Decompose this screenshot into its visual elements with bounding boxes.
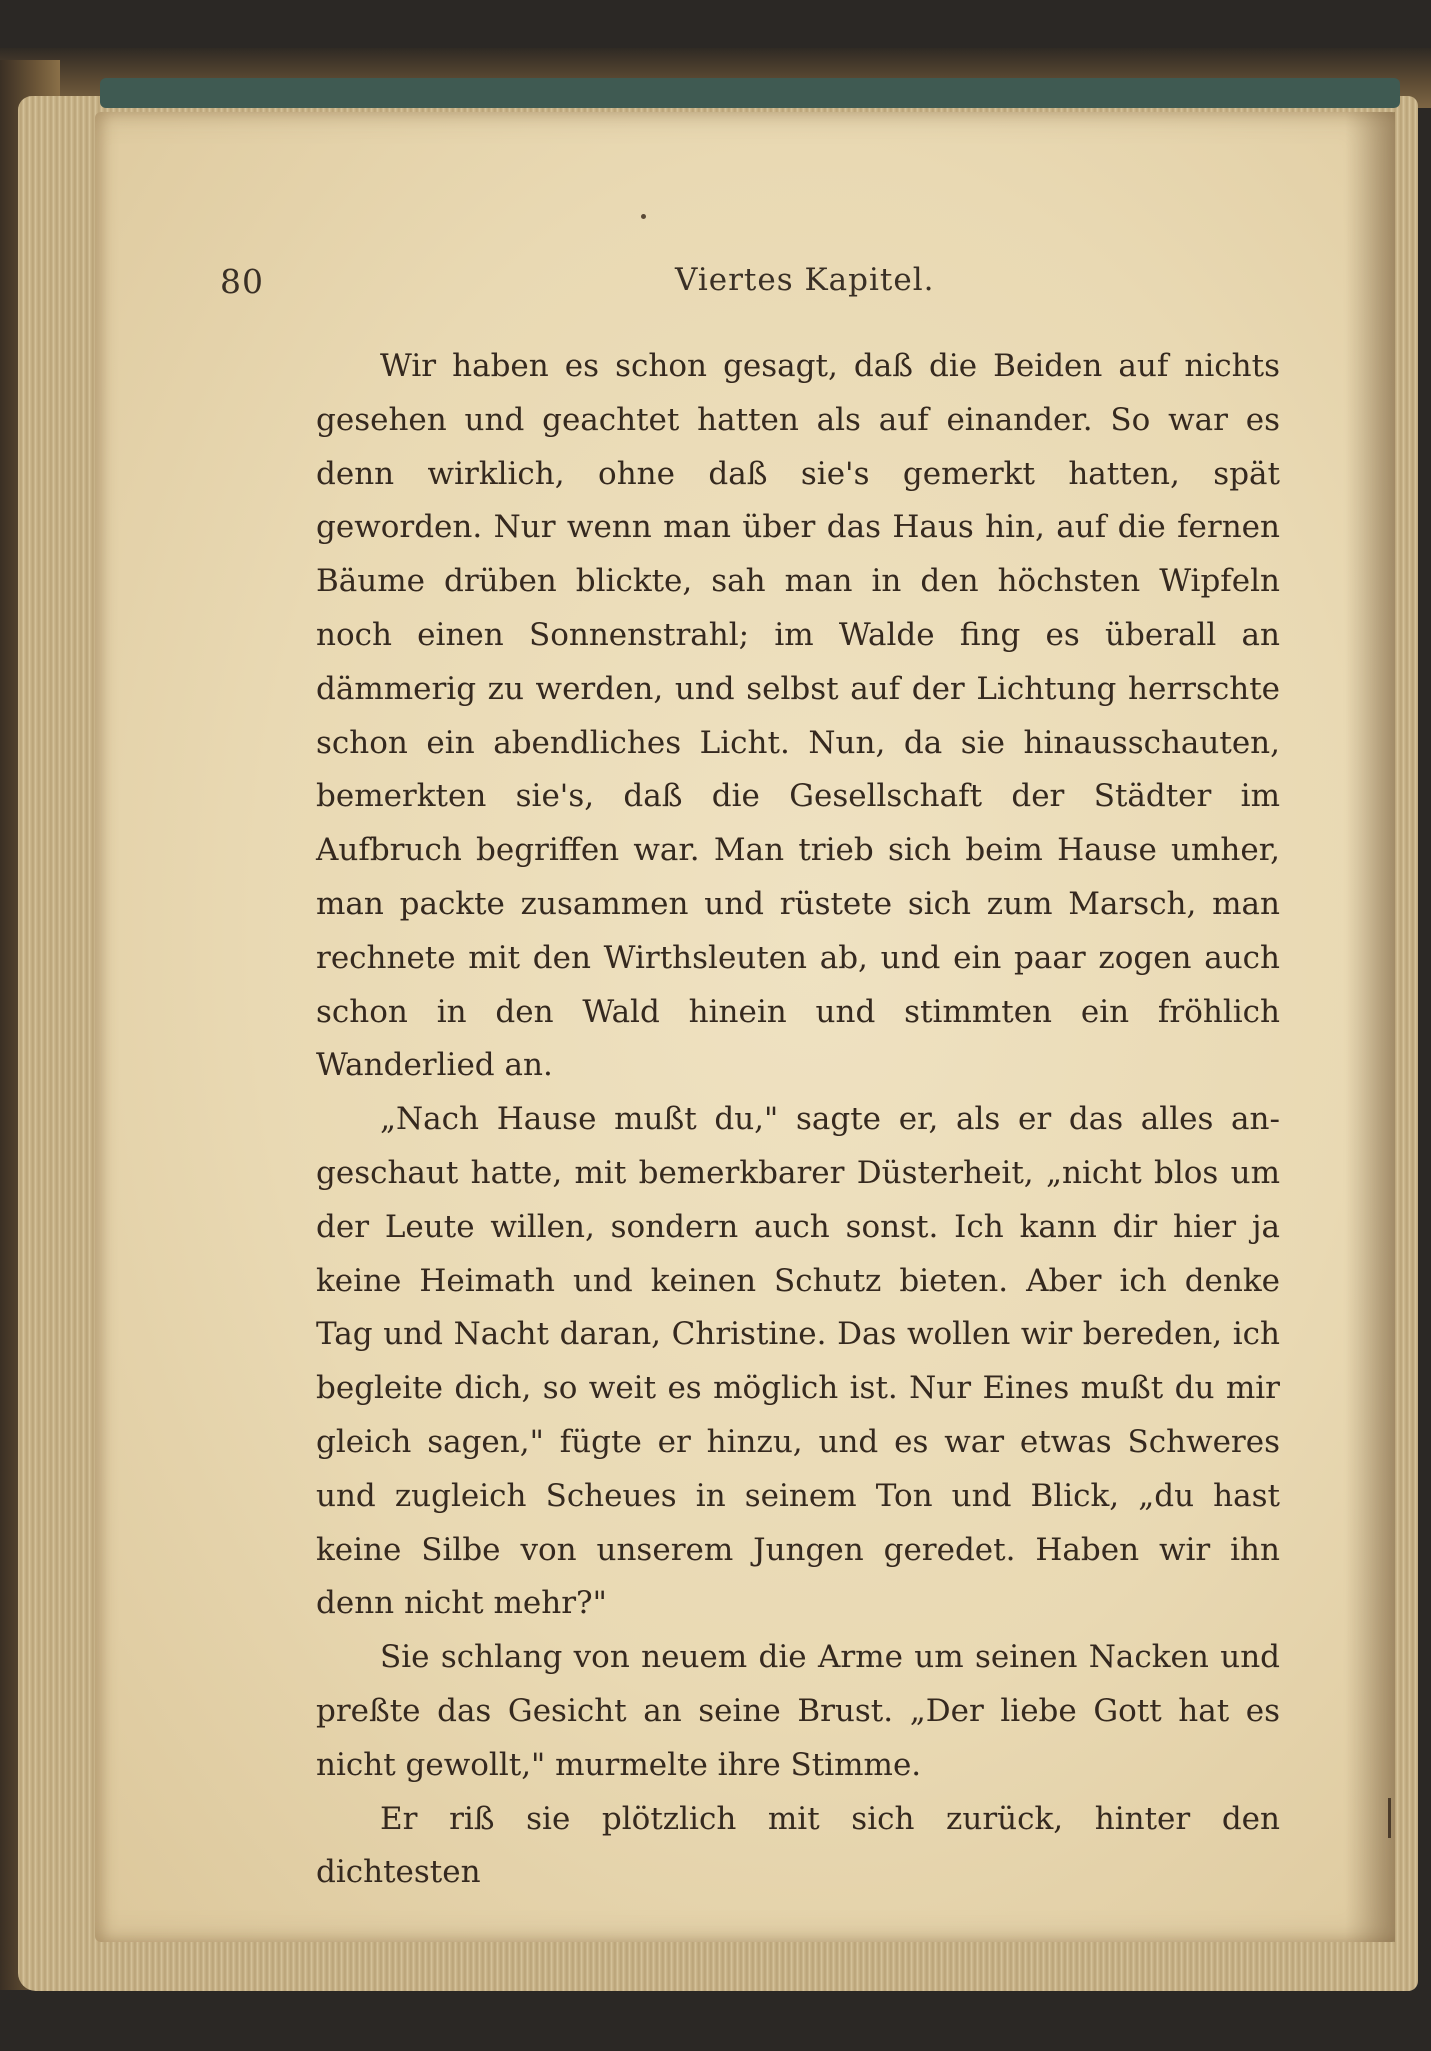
margin-mark [1388,1798,1391,1838]
paragraph: „Nach Hause mußt du," sagte er, als er das alles angeschaut hatte, mit bemerkbarer Düsterheit, „nicht blos um der Leute willen, sondern auch sonst. Ich kann dir hier ja keine Heimath und keinen Schutz bieten. Aber ich denke Tag und Nacht daran, Christine. Das wollen wir bereden, ich begleite dich, so weit es möglich ist. Nur Eines mußt du mir gleich sagen," fügte er hinzu, und es war etwas Schweres und zugleich Scheues in seinem Ton und Blick, „du hast keine Silbe von unserem Jungen geredet. Haben wir ihn denn nicht mehr?" [316,1101,1280,1622]
paragraph: Sie schlang von neuem die Arme um seinen Nacken und preßte das Gesicht an seine Brust. „Der liebe Gott hat es nicht gewollt," murmelte ihre Stimme. [316,1639,1280,1783]
page-header [220,262,1283,306]
paragraph: Er riß sie plötzlich mit sich zurück, hinter den dichtesten [316,1800,1280,1891]
ink-speck [641,214,646,219]
paragraph: Wir haben es schon gesagt, daß die Beiden auf nichts gesehen und geachtet hatten als auf einander. So war es denn wirklich, ohne daß sie's gemerkt hatten, spät geworden. Nur wenn man über das Haus hin, auf die fernen Bäume drüben blickte, sah man in den höchsten Wipfeln noch einen Sonnenstrahl; im Walde fing es überall an dämmerig zu werden, und selbst auf der Lichtung herrschte schon ein abendliches Licht. Nun, da sie hinausschauten, bemerkten sie's, daß die Gesellschaft der Städter im Aufbruch begriffen war. Man trieb sich beim Hause umher, man packte zusammen und rüstete sich zum Marsch, man rechnete mit den Wirthsleuten ab, und ein paar zogen auch schon in den Wald hinein und stimmten ein fröhlich Wanderlied an. [316,348,1280,1084]
page-body-text [316,340,1280,1900]
running-head: Viertes Kapitel. [675,262,935,298]
headband [100,78,1400,108]
page-gutter [1345,112,1395,1942]
page-number: 80 [220,262,264,301]
